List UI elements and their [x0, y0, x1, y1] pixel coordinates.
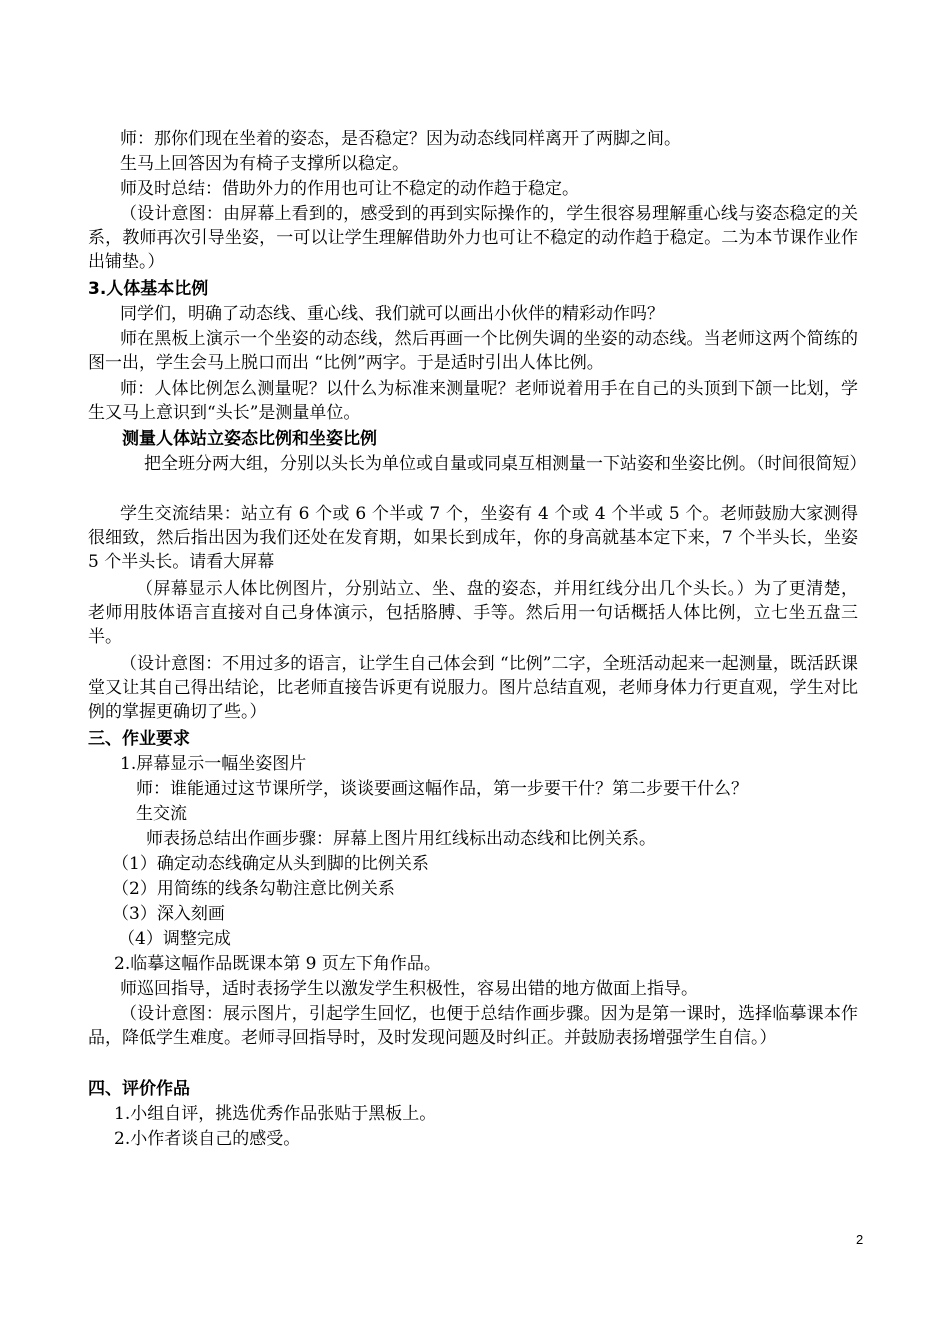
page-number: 2 — [856, 1232, 864, 1247]
paragraph: 1.屏幕显示一幅坐姿图片 — [120, 754, 307, 774]
paragraph: 师：那你们现在坐着的姿态，是否稳定？因为动态线同样离开了两脚之间。 — [120, 129, 681, 149]
paragraph: 师巡回指导，适时表扬学生以激发学生积极性，容易出错的地方做面上指导。 — [120, 979, 698, 999]
step-item: （3）深入刻画 — [112, 904, 225, 924]
section-heading-four: 四、评价作品 — [88, 1079, 190, 1099]
step-item: （4）调整完成 — [118, 929, 231, 949]
section-heading-three: 三、作业要求 — [88, 729, 190, 749]
step-item: （1）确定动态线确定从头到脚的比例关系 — [112, 854, 429, 874]
design-intent-paragraph: （设计意图：展示图片，引起学生回忆，也便于总结作画步骤。因为是第一课时，选择临摹课本作品，降低学生难度。老师寻回指导时，及时发现问题及时纠正。并鼓励表扬增强学生自信。） — [88, 1004, 858, 1048]
paragraph: 师表扬总结出作画步骤：屏幕上图片用红线标出动态线和比例关系。 — [146, 829, 656, 849]
step-item: （2）用简练的线条勾勒注意比例关系 — [112, 879, 395, 899]
paragraph: （屏幕显示人体比例图片，分别站立、坐、盘的姿态，并用红线分出几个头长。）为了更清楚，老师用肢体语言直接对自己身体演示，包括胳膊、手等。然后用一句话概括人体比例，立七坐五盘三半。 — [88, 579, 858, 647]
design-intent-paragraph: （设计意图：不用过多的语言，让学生自己体会到 “比例”二字，全班活动起来一起测量，既活跃课堂又让其自己得出结论，比老师直接告诉更有说服力。图片总结直观，老师身体力行更直观，学生对比例的掌握更确切了些。） — [88, 654, 858, 722]
paragraph: 师及时总结：借助外力的作用也可让不稳定的动作趋于稳定。 — [120, 179, 579, 199]
design-intent-paragraph: （设计意图：由屏幕上看到的，感受到的再到实际操作的，学生很容易理解重心线与姿态稳定的关系，教师再次引导坐姿，一可以让学生理解借助外力也可让不稳定的动作趋于稳定。二为本节课作业作出铺垫。） — [88, 204, 858, 272]
paragraph: 2.临摹这幅作品既课本第 9 页左下角作品。 — [114, 954, 441, 974]
subheading-measure: 测量人体站立姿态比例和坐姿比例 — [122, 429, 377, 449]
paragraph: 同学们，明确了动态线、重心线、我们就可以画出小伙伴的精彩动作吗？ — [120, 304, 664, 324]
paragraph: 生马上回答因为有椅子支撑所以稳定。 — [120, 154, 409, 174]
paragraph: 学生交流结果：站立有 6 个或 6 个半或 7 个，坐姿有 4 个或 4 个半或 5 个。老师鼓励大家测得很细致，然后指出因为我们还处在发育期，如果长到成年，你的身高就基本定下来，7 个半头长，坐姿 5 个半头长。请看大屏幕 — [88, 504, 858, 572]
paragraph: 师：谁能通过这节课所学，谈谈要画这幅作品，第一步要干什？第二步要干什么？ — [136, 779, 748, 799]
paragraph: 师：人体比例怎么测量呢？以什么为标准来测量呢？老师说着用手在自己的头顶到下颌一比划，学生又马上意识到“头长”是测量单位。 — [88, 379, 858, 423]
paragraph: 2.小作者谈自己的感受。 — [114, 1129, 301, 1149]
paragraph: 师在黑板上演示一个坐姿的动态线，然后再画一个比例失调的坐姿的动态线。当老师这两个简练的图一出，学生会马上脱口而出 “比例”两字。于是适时引出人体比例。 — [88, 329, 858, 373]
paragraph: 1.小组自评，挑选优秀作品张贴于黑板上。 — [114, 1104, 437, 1124]
paragraph: 生交流 — [136, 804, 187, 824]
section-heading-3: 3.人体基本比例 — [88, 279, 209, 299]
paragraph: 把全班分两大组，分别以头长为单位或自量或同桌互相测量一下站姿和坐姿比例。（时间很简短） — [144, 454, 867, 474]
